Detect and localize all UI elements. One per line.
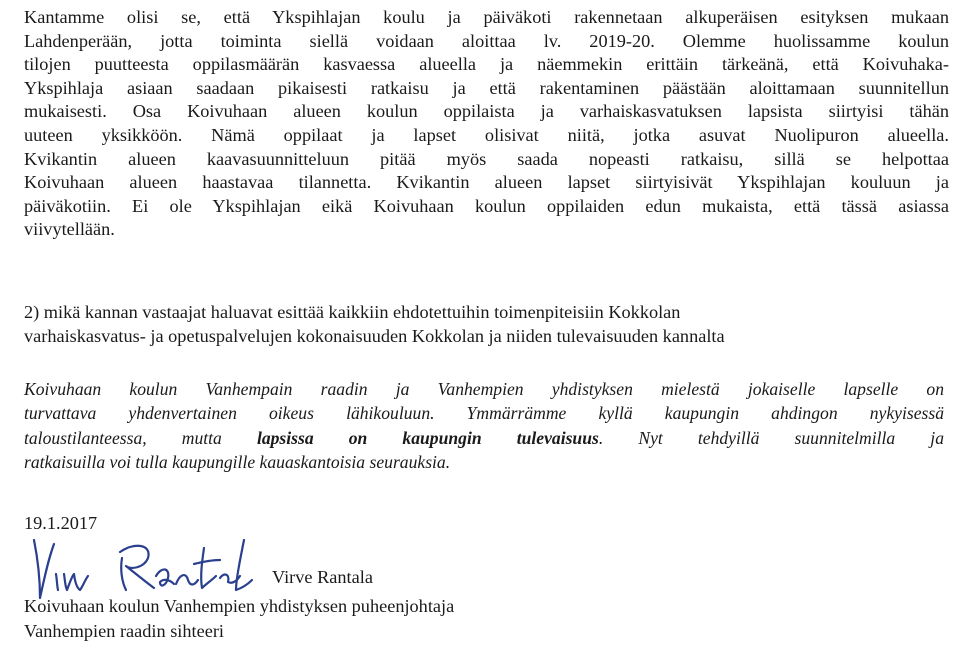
text-line: uuteen yksikköön. Nämä oppilaat ja lapset olisivat niitä, jotka asuvat Nuolipuron alueella. xyxy=(24,124,949,145)
signer-title-secondary: Vanhempien raadin sihteeri xyxy=(24,621,225,641)
text-line: Kantamme olisi se, että Ykspihlajan koulu ja päiväkoti rakennetaan alkuperäisen esityksen mukaan xyxy=(24,7,949,27)
text-line: viivytellään. xyxy=(24,219,115,240)
emphasis-text: lapsissa on kaupungin tulevaisuus xyxy=(256,427,599,448)
paragraph-position-statement xyxy=(24,6,949,242)
text-line: varhaiskasvatus- ja opetuspalvelujen kokonaisuuden Kokkolan ja niiden tulevaisuuden kannalta xyxy=(24,325,725,346)
paragraph-answer-italic xyxy=(24,377,944,475)
text-line: mukaisesti. Osa Koivuhaan alueen koulun oppilaista ja varhaiskasvatuksen lapsista siirtyisi tähän xyxy=(24,101,949,122)
signer-name: Virve Rantala xyxy=(272,567,373,587)
text-line: 2) mikä kannan vastaajat haluavat esittää kaikkiin ehdotettuihin toimenpiteisiin Kokkolan xyxy=(24,302,681,322)
text-line: Ykspihlaja asiaan saadaan pikaisesti ratkaisu ja että rakentaminen päästään aloittamaan suunnitellun xyxy=(24,77,949,98)
document-date: 19.1.2017 xyxy=(24,513,98,533)
text-segment: taloustilanteessa, mutta xyxy=(24,427,257,448)
text-line xyxy=(24,426,944,450)
text-line: Kvikantin alueen kaavasuunnitteluun pitää myös saada nopeasti ratkaisu, sillä se helpottaa xyxy=(24,148,949,169)
text-line: turvattava yhdenvertainen oikeus lähikouluun. Ymmärrämme kyllä kaupungin ahdingon nykyisessä xyxy=(24,403,944,424)
handwritten-signature xyxy=(30,530,255,602)
text-line: tilojen puutteesta oppilasmäärän kasvaessa alueella ja näemmekin erittäin tärkeänä, että Koivuhaka- xyxy=(24,54,949,75)
paragraph-question-2 xyxy=(24,301,949,348)
signer-title: Koivuhaan koulun Vanhempien yhdistyksen puheenjohtaja xyxy=(24,596,455,616)
text-line: päiväkotiin. Ei ole Ykspihlajan eikä Koivuhaan koulun oppilaiden edun mukaista, että tässä asiassa xyxy=(24,195,949,216)
text-line: Lahdenperään, jotta toiminta siellä voidaan aloittaa lv. 2019-20. Olemme huolissamme koulun xyxy=(24,30,949,51)
text-line: ratkaisuilla voi tulla kaupungille kauaskantoisia seurauksia. xyxy=(24,452,451,473)
text-line: Koivuhaan koulun Vanhempain raadin ja Vanhempien yhdistyksen mielestä jokaiselle lapselle on xyxy=(24,379,944,399)
text-segment: . Nyt tehdyillä suunnitelmilla ja xyxy=(598,427,944,448)
text-line: Koivuhaan alueen haastavaa tilannetta. Kvikantin alueen lapset siirtyisivät Ykspihlajan kouluun ja xyxy=(24,172,949,193)
